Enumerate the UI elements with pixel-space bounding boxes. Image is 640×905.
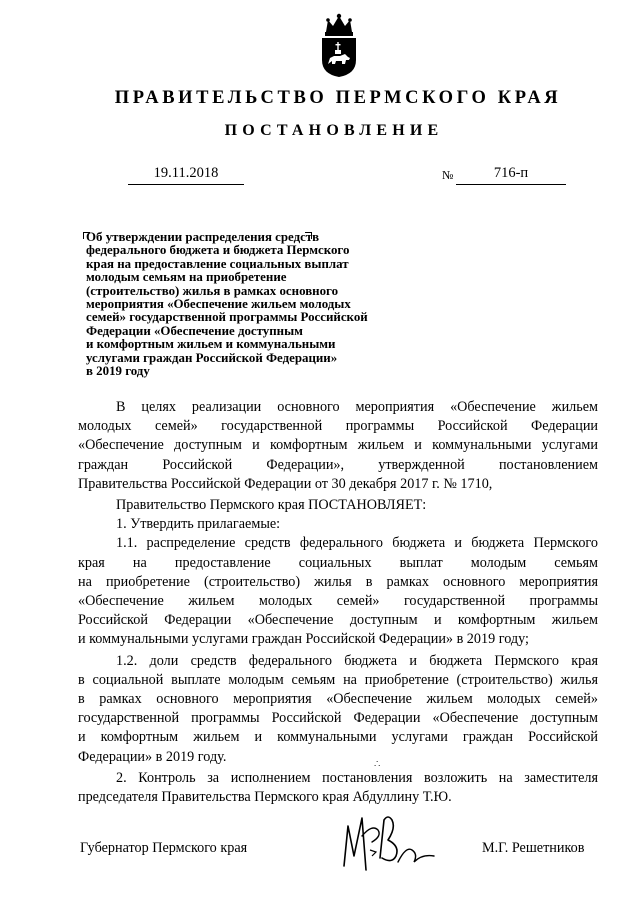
subject-line: федерального бюджета и бюджета Пермского <box>86 243 350 258</box>
subject-line: (строительство) жилья в рамках основного <box>86 283 339 298</box>
document-number: 716-п <box>456 165 566 185</box>
handwritten-signature <box>322 806 442 878</box>
text-line: Российской Федерации «Обеспечение доступным и комфортным жильем <box>78 612 598 629</box>
document-date: 19.11.2018 <box>128 165 244 185</box>
text-line: и коммунальными услугами граждан Российской Федерации» в 2019 году; <box>78 631 529 648</box>
paragraph-item-2 <box>78 769 598 807</box>
subject-line: услугами граждан Российской Федерации» <box>86 350 338 365</box>
document-subject <box>86 231 426 378</box>
text-line: края на предоставление социальных выплат молодым семьям <box>78 554 598 571</box>
text-line: 2. Контроль за исполнением постановления возложить на заместителя <box>116 769 598 786</box>
text-line: 1.2. доли средств федерального бюджета и бюджета Пермского края <box>116 652 598 669</box>
text-line: в социальной выплате молодым семьям на приобретение (строительство) жилья <box>78 671 598 688</box>
subject-line: мероприятия «Обеспечение жильем молодых <box>86 297 351 312</box>
text-line: и комфортным жильем и коммунальными услугами граждан Российской <box>78 729 598 746</box>
text-line: в рамках основного мероприятия «Обеспечение жильем молодых семей» <box>78 691 598 708</box>
text-line: 1.1. распределение средств федерального бюджета и бюджета Пермского <box>116 535 598 552</box>
paragraph-item-1-1 <box>78 534 598 649</box>
organization-title: ПРАВИТЕЛЬСТВО ПЕРМСКОГО КРАЯ <box>114 88 562 108</box>
paragraph-item-1: 1. Утвердить прилагаемые: <box>116 516 281 533</box>
perm-krai-coat-of-arms-icon <box>318 12 360 78</box>
subject-line: и комфортным жильем и коммунальными <box>86 337 336 352</box>
text-line: «Обеспечение жильем молодых семей» государственной программы <box>78 593 598 610</box>
text-line: В целях реализации основного мероприятия «Обеспечение жильем <box>116 399 598 415</box>
subject-line: молодым семьям на приобретение <box>86 270 287 285</box>
subject-line: Федерации «Обеспечение доступным <box>86 323 303 338</box>
text-line: Федерации» в 2019 году. <box>78 748 227 765</box>
document-type: ПОСТАНОВЛЕНИЕ <box>224 122 444 139</box>
text-line: молодых семей» государственной программы Российской Федерации <box>78 418 598 435</box>
subject-line: Об утверждении распределения средств <box>86 230 320 244</box>
text-line: государственной программы Российской Федерации «Обеспечение доступным <box>78 710 598 727</box>
number-sign: № <box>442 168 454 182</box>
paragraph-preamble <box>78 398 598 494</box>
text-line: Правительства Российской Федерации от 30 декабря 2017 г. № 1710, <box>78 475 493 492</box>
text-line: председателя Правительства Пермского края Абдуллину Т.Ю. <box>78 789 452 806</box>
document-body <box>78 398 598 807</box>
subject-line: семей» государственной программы Российской <box>86 310 368 325</box>
subject-line: в 2019 году <box>86 364 150 379</box>
paragraph-item-1-2 <box>78 652 598 767</box>
paragraph-resolves: Правительство Пермского края ПОСТАНОВЛЯЕТ: <box>116 497 427 514</box>
text-line: граждан Российской Федерации», утвержденной постановлением <box>78 456 598 473</box>
text-line: «Обеспечение доступным и комфортным жильем и коммунальными услугами <box>78 437 598 454</box>
subject-line: края на предоставление социальных выплат <box>86 256 349 271</box>
text-line: на приобретение (строительство) жилья в рамках основного мероприятия <box>78 573 598 590</box>
scan-mark: ∴ <box>374 759 381 770</box>
signatory-name: М.Г. Решетников <box>482 840 585 856</box>
signatory-position: Губернатор Пермского края <box>80 840 248 856</box>
